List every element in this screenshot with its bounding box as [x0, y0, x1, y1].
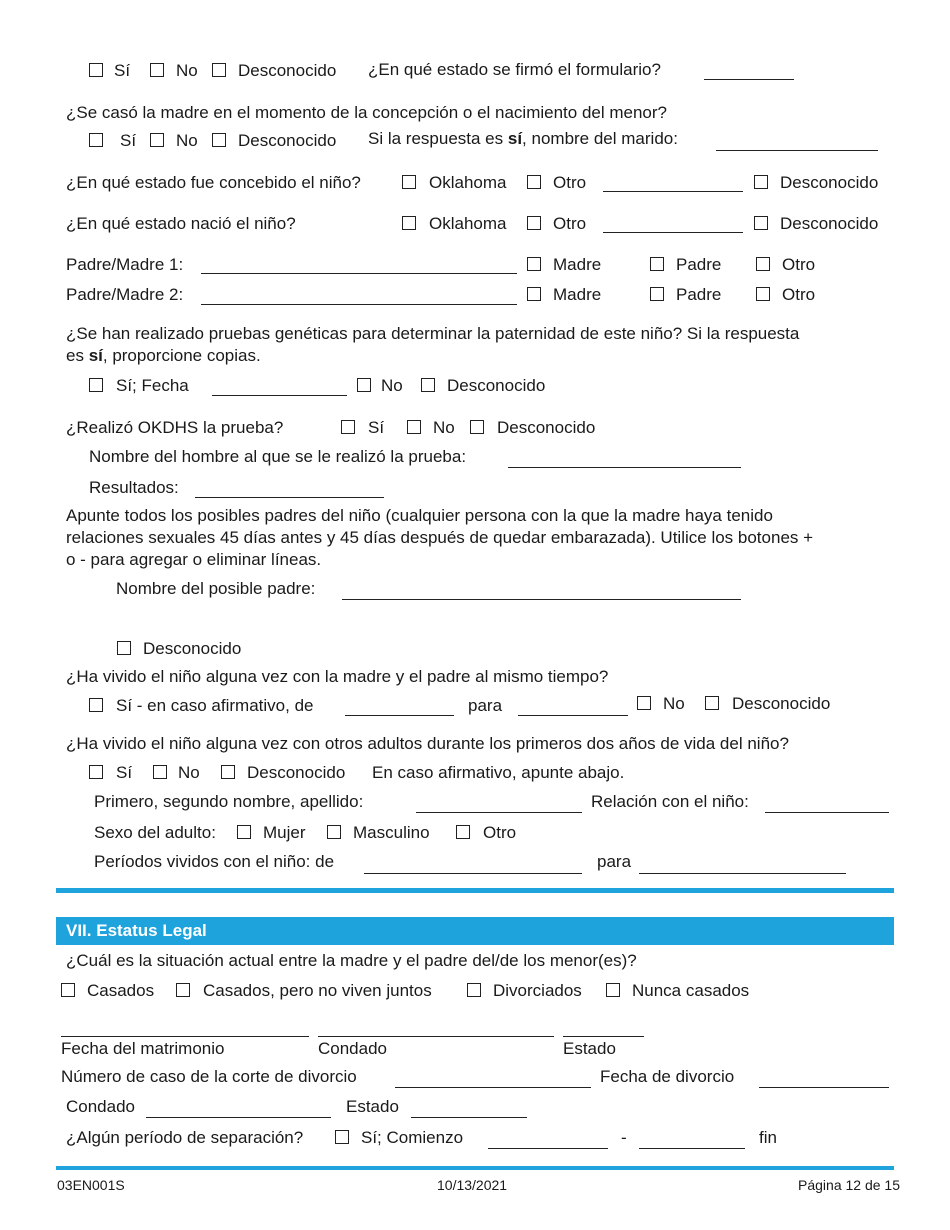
married-unknown-checkbox[interactable]: [212, 133, 226, 147]
possible-father-name-field[interactable]: [342, 599, 741, 600]
separation-yes-checkbox[interactable]: [335, 1130, 349, 1144]
born-other-checkbox[interactable]: [527, 216, 541, 230]
husband-name-field[interactable]: [716, 150, 878, 151]
genetic-yes-date-label: Sí; Fecha: [116, 376, 189, 395]
signed-state-field[interactable]: [704, 79, 794, 80]
separation-start-label: Sí; Comienzo: [361, 1128, 464, 1147]
divorced-label: Divorciados: [493, 981, 582, 1000]
okdhs-yes-label: Sí: [368, 418, 385, 437]
periods-from-field[interactable]: [364, 873, 582, 874]
possible-fathers-line2: relaciones sexuales 45 días antes y 45 días después de quedar embarazada). Utilice los botones +: [66, 528, 814, 547]
born-unknown-label: Desconocido: [780, 214, 879, 233]
genetic-no-label: No: [381, 376, 403, 395]
periods-to-label: para: [597, 852, 632, 871]
marriage-date-label: Fecha del matrimonio: [61, 1039, 225, 1058]
marriage-state-field[interactable]: [563, 1036, 644, 1037]
signed-no-checkbox[interactable]: [150, 63, 164, 77]
lived-both-unknown-label: Desconocido: [732, 694, 831, 713]
born-other-label: Otro: [553, 214, 587, 233]
conceived-other-label: Otro: [553, 173, 587, 192]
lived-both-yes-checkbox[interactable]: [89, 698, 103, 712]
adult-male-label: Masculino: [353, 823, 430, 842]
conceived-other-field[interactable]: [603, 191, 743, 192]
parent1-mother-checkbox[interactable]: [527, 257, 541, 271]
married-status-checkbox[interactable]: [61, 983, 75, 997]
legal-question: ¿Cuál es la situación actual entre la madre y el padre del/de los menor(es)?: [66, 951, 637, 970]
other-adults-unknown-checkbox[interactable]: [221, 765, 235, 779]
okdhs-question: ¿Realizó OKDHS la prueba?: [66, 418, 284, 437]
divorce-state-label: Estado: [346, 1097, 399, 1116]
adult-other-checkbox[interactable]: [456, 825, 470, 839]
husband-name-label: Si la respuesta es sí, nombre del marido:: [368, 129, 678, 148]
parent2-other-checkbox[interactable]: [756, 287, 770, 301]
other-adults-yes-checkbox[interactable]: [89, 765, 103, 779]
genetic-question-line2: es sí, proporcione copias.: [66, 346, 261, 365]
lived-both-to-label: para: [468, 696, 503, 715]
divorce-state-field[interactable]: [411, 1117, 527, 1118]
footer-divider: [56, 1166, 894, 1170]
okdhs-no-checkbox[interactable]: [407, 420, 421, 434]
section-header: [56, 917, 894, 945]
born-oklahoma-checkbox[interactable]: [402, 216, 416, 230]
marriage-date-field[interactable]: [61, 1036, 309, 1037]
signed-unknown-label: Desconocido: [238, 61, 337, 80]
signed-yes-label: Sí: [114, 61, 131, 80]
possible-father-unknown-checkbox[interactable]: [117, 641, 131, 655]
conceived-oklahoma-label: Oklahoma: [429, 173, 507, 192]
possible-fathers-line3: o - para agregar o eliminar líneas.: [66, 550, 322, 569]
possible-fathers-line1: Apunte todos los posibles padres del niño (cualquier persona con la que la madre haya tenido: [66, 506, 773, 525]
parent2-label: Padre/Madre 2:: [66, 285, 184, 304]
conceived-other-checkbox[interactable]: [527, 175, 541, 189]
married-no-label: No: [176, 131, 198, 150]
tested-man-label: Nombre del hombre al que se le realizó la prueba:: [89, 447, 467, 466]
conceived-question: ¿En qué estado fue concebido el niño?: [66, 173, 361, 192]
parent2-mother-checkbox[interactable]: [527, 287, 541, 301]
tested-man-field[interactable]: [508, 467, 741, 468]
form-code: 03EN001S: [57, 1177, 125, 1193]
parent1-other-checkbox[interactable]: [756, 257, 770, 271]
parent1-field[interactable]: [201, 273, 517, 274]
parent1-label: Padre/Madre 1:: [66, 255, 184, 274]
married-yes-checkbox[interactable]: [89, 133, 103, 147]
separation-question: ¿Algún período de separación?: [66, 1128, 304, 1147]
lived-both-unknown-checkbox[interactable]: [705, 696, 719, 710]
married-status-label: Casados: [87, 981, 155, 1000]
periods-label: Períodos vividos con el niño: de: [94, 852, 335, 871]
lived-both-no-checkbox[interactable]: [637, 696, 651, 710]
married-no-checkbox[interactable]: [150, 133, 164, 147]
parent1-mother-label: Madre: [553, 255, 602, 274]
okdhs-unknown-checkbox[interactable]: [470, 420, 484, 434]
genetic-question-line1: ¿Se han realizado pruebas genéticas para determinar la paternidad de este niño? Si la respuesta: [66, 324, 800, 343]
adult-relation-field[interactable]: [765, 812, 889, 813]
separation-start-field[interactable]: [488, 1148, 608, 1149]
adult-female-label: Mujer: [263, 823, 306, 842]
signed-no-label: No: [176, 61, 198, 80]
marriage-state-label: Estado: [563, 1039, 616, 1058]
divorced-checkbox[interactable]: [467, 983, 481, 997]
married-apart-checkbox[interactable]: [176, 983, 190, 997]
section-title: VII. Estatus Legal: [66, 921, 207, 940]
adult-relation-label: Relación con el niño:: [591, 792, 749, 811]
adult-name-label: Primero, segundo nombre, apellido:: [94, 792, 364, 811]
adult-sex-label: Sexo del adulto:: [94, 823, 216, 842]
possible-father-unknown-label: Desconocido: [143, 639, 242, 658]
marriage-county-field[interactable]: [318, 1036, 554, 1037]
married-unknown-label: Desconocido: [238, 131, 337, 150]
parent2-other-label: Otro: [782, 285, 816, 304]
conceived-unknown-checkbox[interactable]: [754, 175, 768, 189]
other-adults-no-checkbox[interactable]: [153, 765, 167, 779]
separation-end-field[interactable]: [639, 1148, 745, 1149]
okdhs-no-label: No: [433, 418, 455, 437]
never-married-checkbox[interactable]: [606, 983, 620, 997]
parent1-father-label: Padre: [676, 255, 722, 274]
other-adults-question: ¿Ha vivido el niño alguna vez con otros adultos durante los primeros dos años de vida del niño?: [66, 734, 789, 753]
page-number: Página 12 de 15: [798, 1177, 900, 1193]
parent1-other-label: Otro: [782, 255, 816, 274]
parent2-field[interactable]: [201, 304, 517, 305]
divorce-county-field[interactable]: [146, 1117, 331, 1118]
divorce-case-field[interactable]: [395, 1087, 591, 1088]
divorce-case-label: Número de caso de la corte de divorcio: [61, 1067, 357, 1086]
parent2-father-label: Padre: [676, 285, 722, 304]
periods-to-field[interactable]: [639, 873, 846, 874]
born-oklahoma-label: Oklahoma: [429, 214, 507, 233]
results-field[interactable]: [195, 497, 384, 498]
born-question: ¿En qué estado nació el niño?: [66, 214, 296, 233]
separation-end-label: fin: [759, 1128, 777, 1147]
parent2-father-checkbox[interactable]: [650, 287, 664, 301]
divorce-county-label: Condado: [66, 1097, 136, 1116]
form-date: 10/13/2021: [437, 1177, 508, 1193]
adult-other-label: Otro: [483, 823, 517, 842]
okdhs-yes-checkbox[interactable]: [341, 420, 355, 434]
conceived-unknown-label: Desconocido: [780, 173, 879, 192]
adult-male-checkbox[interactable]: [327, 825, 341, 839]
born-unknown-checkbox[interactable]: [754, 216, 768, 230]
other-adults-no-label: No: [178, 763, 200, 782]
marriage-county-label: Condado: [318, 1039, 388, 1058]
genetic-unknown-checkbox[interactable]: [421, 378, 435, 392]
parent2-mother-label: Madre: [553, 285, 602, 304]
other-adults-yes-label: Sí: [116, 763, 133, 782]
lived-both-to-field[interactable]: [518, 715, 628, 716]
married-apart-label: Casados, pero no viven juntos: [203, 981, 432, 1000]
results-label: Resultados:: [89, 478, 179, 497]
adult-name-field[interactable]: [416, 812, 582, 813]
lived-both-no-label: No: [663, 694, 685, 713]
lived-both-yes-label: Sí - en caso afirmativo, de: [116, 696, 314, 715]
divorce-date-field[interactable]: [759, 1087, 889, 1088]
genetic-date-field[interactable]: [212, 395, 347, 396]
lived-both-from-field[interactable]: [345, 715, 454, 716]
separation-dash: -: [621, 1128, 627, 1147]
born-other-field[interactable]: [603, 232, 743, 233]
married-question: ¿Se casó la madre en el momento de la concepción o el nacimiento del menor?: [66, 103, 668, 122]
possible-father-name-label: Nombre del posible padre:: [116, 579, 316, 598]
divorce-date-label: Fecha de divorcio: [600, 1067, 735, 1086]
signed-yes-checkbox[interactable]: [89, 63, 103, 77]
genetic-no-checkbox[interactable]: [357, 378, 371, 392]
conceived-oklahoma-checkbox[interactable]: [402, 175, 416, 189]
parent1-father-checkbox[interactable]: [650, 257, 664, 271]
other-adults-unknown-label: Desconocido: [247, 763, 346, 782]
genetic-unknown-label: Desconocido: [447, 376, 546, 395]
signed-unknown-checkbox[interactable]: [212, 63, 226, 77]
lived-both-question: ¿Ha vivido el niño alguna vez con la madre y el padre al mismo tiempo?: [66, 667, 609, 686]
section-divider: [56, 888, 894, 893]
okdhs-unknown-label: Desconocido: [497, 418, 596, 437]
other-adults-note: En caso afirmativo, apunte abajo.: [372, 763, 625, 782]
signed-state-question: ¿En qué estado se firmó el formulario?: [368, 60, 661, 79]
never-married-label: Nunca casados: [632, 981, 750, 1000]
adult-female-checkbox[interactable]: [237, 825, 251, 839]
genetic-yes-checkbox[interactable]: [89, 378, 103, 392]
married-yes-label: Sí: [120, 131, 137, 150]
